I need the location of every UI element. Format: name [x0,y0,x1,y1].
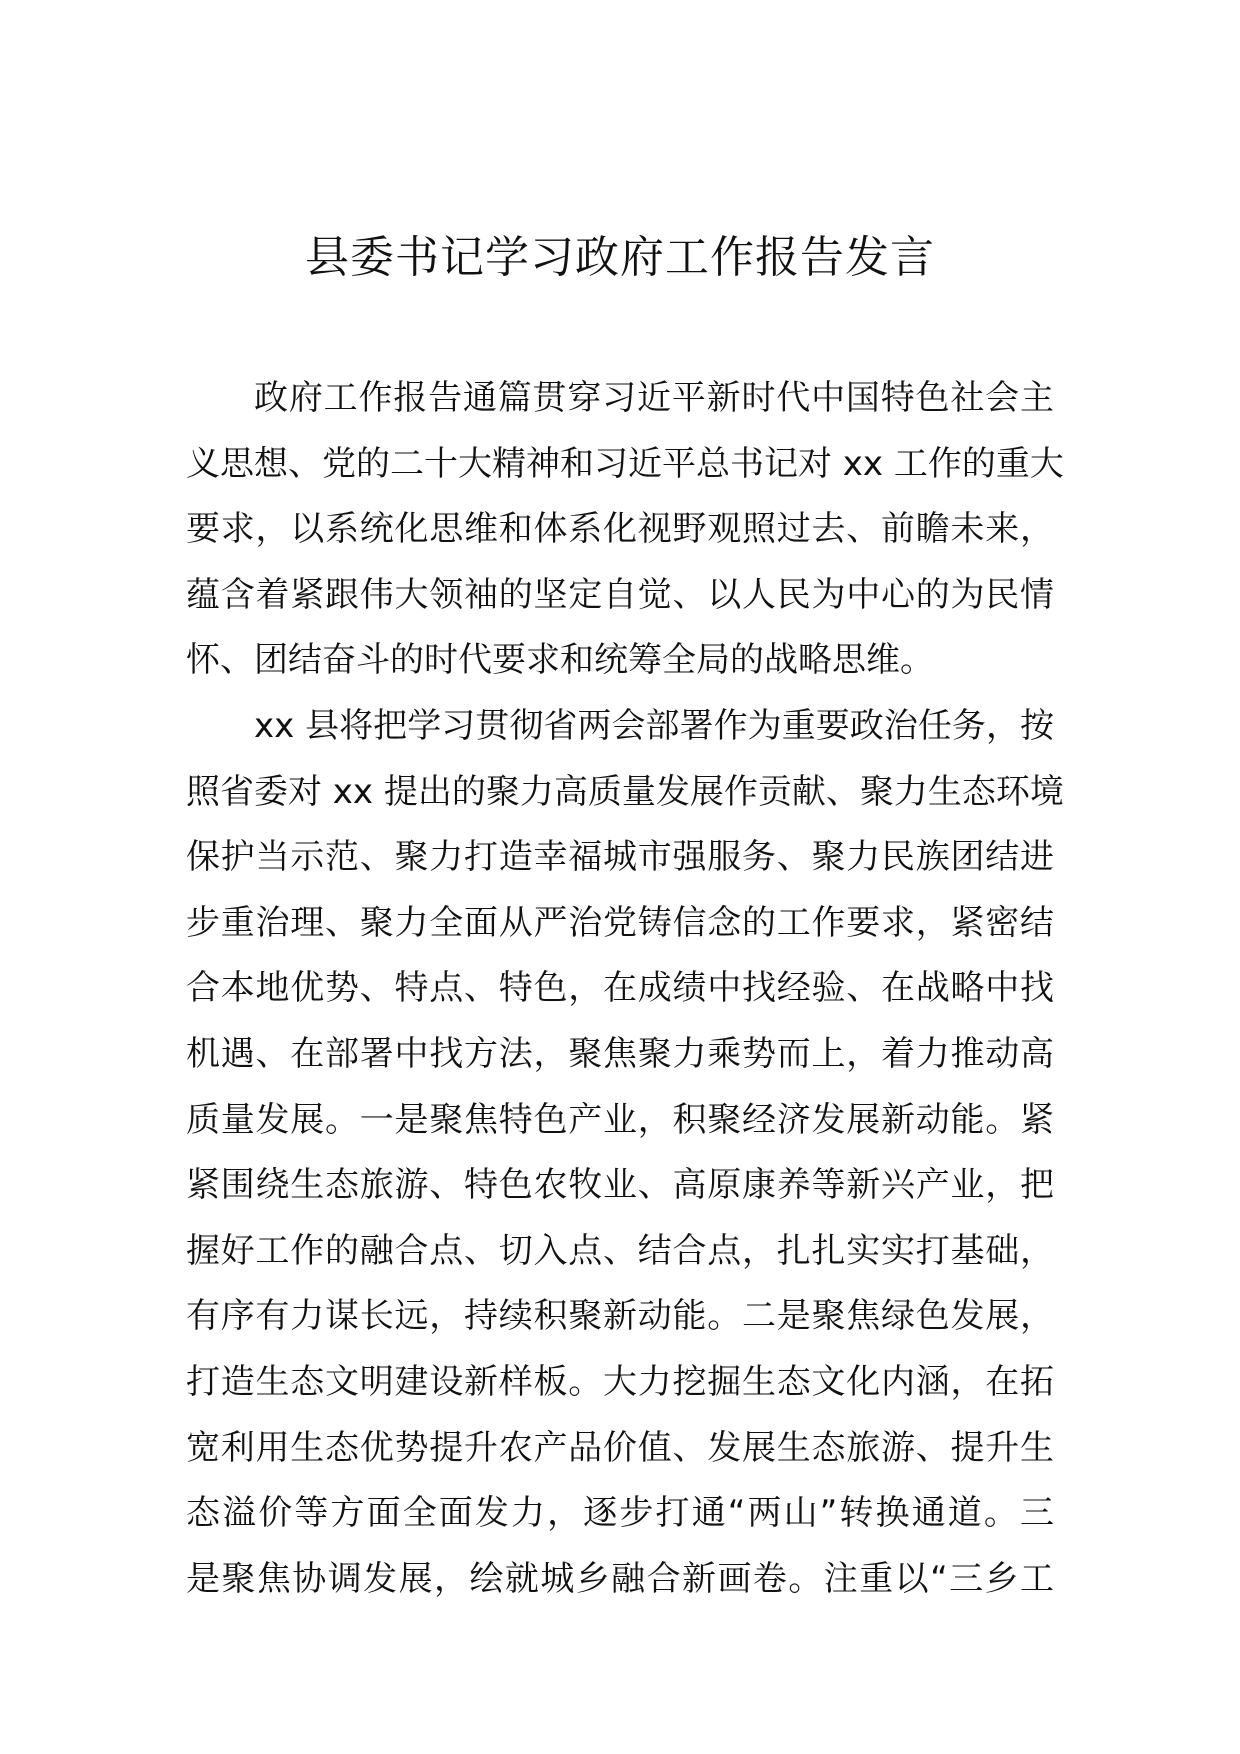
paragraph-2-line-8: 紧围绕生态旅游、特色农牧业、高原康养等新兴产业，把 [186,1165,1054,1206]
paragraph-2-line-12: 宽利用生态优势提升农产品价值、发展生态旅游、提升生 [186,1427,1054,1468]
paragraph-2-line-1: xx 县将把学习贯彻省两会部署作为重要政治任务，按 [254,705,1054,746]
paragraph-2-line-3: 保护当示范、聚力打造幸福城市强服务、聚力民族团结进 [186,837,1054,878]
paragraph-1-line-2: 义思想、党的二十大精神和习近平总书记对 xx 工作的重大 [186,443,1064,484]
paragraph-2-line-7: 质量发展。一是聚焦特色产业，积聚经济发展新动能。紧 [186,1099,1054,1140]
document-title: 县委书记学习政府工作报告发言 [305,232,935,283]
paragraph-2-line-14: 是聚焦协调发展，绘就城乡融合新画卷。注重以“三乡工 [186,1558,1054,1599]
paragraph-2-line-2: 照省委对 xx 提出的聚力高质量发展作贡献、聚力生态环境 [186,771,1064,812]
paragraph-1-line-1: 政府工作报告通篇贯穿习近平新时代中国特色社会主 [254,378,1054,418]
document-body [186,366,1064,1612]
paragraph-1-line-5: 怀、团结奋斗的时代要求和统筹全局的战略思维。 [186,640,934,681]
paragraph-2-line-6: 机遇、在部署中找方法，聚焦聚力乘势而上，着力推动高 [186,1033,1054,1074]
paragraph-2-line-13: 态溢价等方面全面发力，逐步打通“两山”转换通道。三 [186,1493,1054,1534]
paragraph-2-line-5: 合本地优势、特点、特色，在成绩中找经验、在战略中找 [186,968,1054,1009]
paragraph-2-line-11: 打造生态文明建设新样板。大力挖掘生态文化内涵，在拓 [186,1361,1054,1402]
paragraph-2-line-9: 握好工作的融合点、切入点、结合点，扎扎实实打基础， [186,1230,1054,1271]
paragraph-2-line-4: 步重治理、聚力全面从严治党铸信念的工作要求，紧密结 [186,902,1054,943]
paragraph-1-line-4: 蕴含着紧跟伟大领袖的坚定自觉、以人民为中心的为民情 [186,574,1054,615]
paragraph-2-line-10: 有序有力谋长远，持续积聚新动能。二是聚焦绿色发展， [186,1296,1054,1337]
paragraph-1-line-3: 要求，以系统化思维和体系化视野观照过去、前瞻未来， [186,509,1054,550]
